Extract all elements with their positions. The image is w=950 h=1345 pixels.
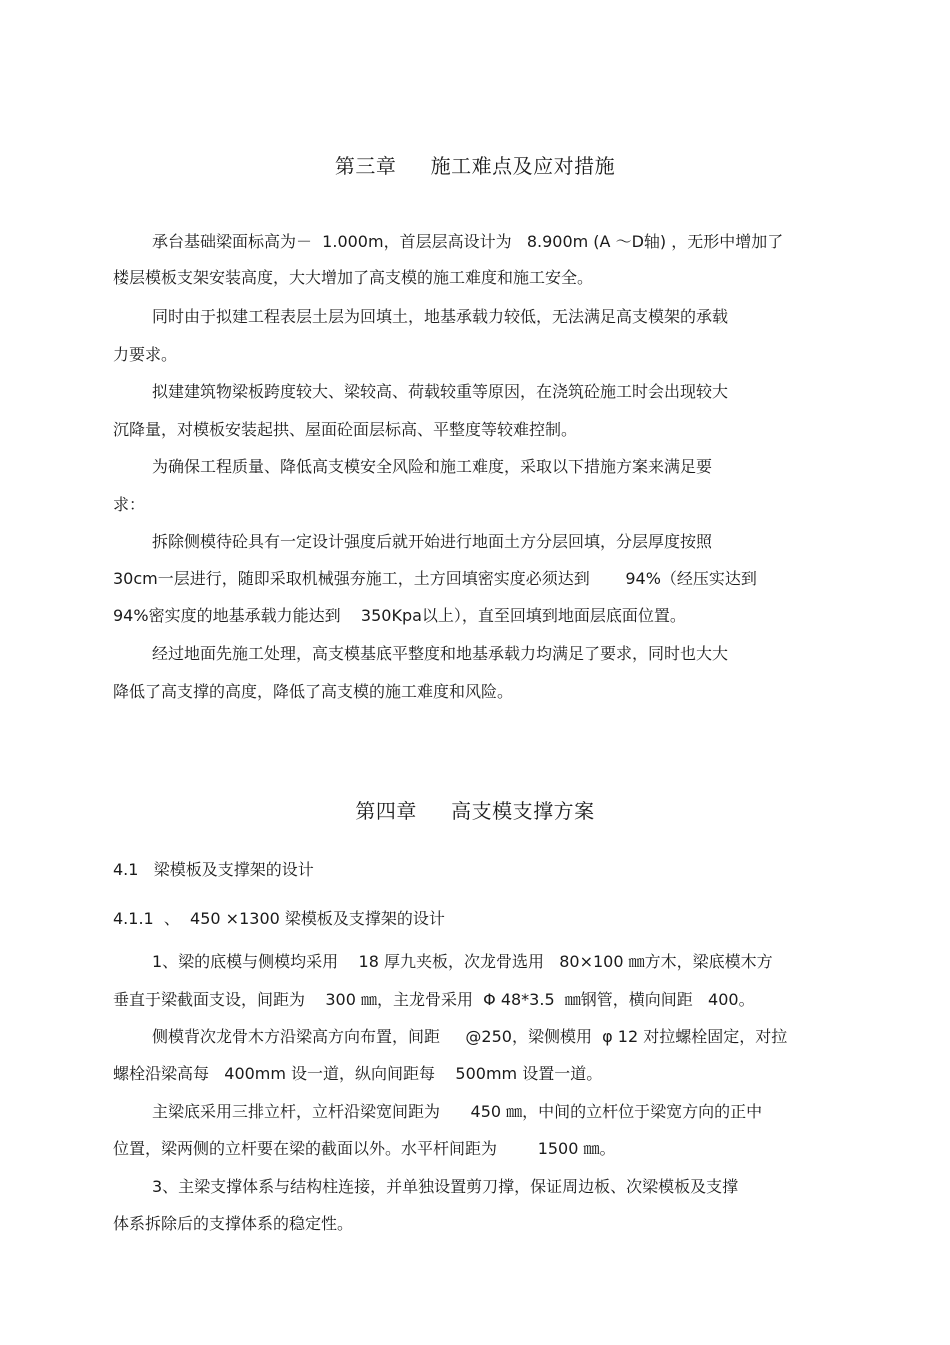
paragraph-line: 30cm一层进行，随即采取机械强夯施工，土方回填密实度必须达到 94%（经压实达到 [113, 569, 757, 588]
paragraph-line: 垂直于梁截面支设，间距为 300 ㎜，主龙骨采用 Φ 48*3.5 ㎜钢管，横向间距 400。 [113, 990, 755, 1009]
paragraph-line: 承台基础梁面标高为－ 1.000m，首层层高设计为 8.900m (A ～D轴) ，无形中增加了 [152, 232, 784, 251]
paragraph-line: 降低了高支撑的高度，降低了高支模的施工难度和风险。 [113, 682, 514, 701]
paragraph-line: 同时由于拟建工程表层土层为回填土，地基承载力较低，无法满足高支模架的承载 [152, 307, 729, 326]
paragraph-line: 主梁底采用三排立杆，立杆沿梁宽间距为 450 ㎜，中间的立杆位于梁宽方向的正中 [152, 1102, 763, 1121]
section-4-1-1-heading: 4.1.1 、 450 ×1300 梁模板及支撑架的设计 [113, 909, 445, 928]
paragraph-line: 沉降量，对模板安装起拱、屋面砼面层标高、平整度等较难控制。 [113, 420, 578, 439]
chapter-4-title: 第四章 高支模支撑方案 [355, 799, 595, 823]
chapter-3-title: 第三章 施工难点及应对措施 [334, 154, 616, 178]
paragraph-line: 侧模背次龙骨木方沿梁高方向布置，间距 @250，梁侧模用 φ 12 对拉螺栓固定，对拉 [152, 1027, 788, 1046]
paragraph-line: 求： [113, 495, 146, 514]
paragraph-line: 拟建建筑物梁板跨度较大、梁较高、荷载较重等原因，在浇筑砼施工时会出现较大 [152, 382, 729, 401]
paragraph-line: 楼层模板支架安装高度，大大增加了高支模的施工难度和施工安全。 [113, 268, 594, 287]
paragraph-line: 力要求。 [113, 345, 178, 364]
section-4-1-heading: 4.1 梁模板及支撑架的设计 [113, 860, 314, 879]
paragraph-line: 螺栓沿梁高每 400mm 设一道，纵向间距每 500mm 设置一道。 [113, 1064, 603, 1083]
paragraph-line: 拆除侧模待砼具有一定设计强度后就开始进行地面土方分层回填，分层厚度按照 [152, 532, 713, 551]
paragraph-line: 94%密实度的地基承载力能达到 350Kpa以上），直至回填到地面层底面位置。 [113, 606, 686, 625]
paragraph-line: 位置，梁两侧的立杆要在梁的截面以外。水平杆间距为 1500 ㎜。 [113, 1139, 616, 1158]
paragraph-line: 1、梁的底模与侧模均采用 18 厚九夹板，次龙骨选用 80×100 ㎜方木，梁底模木方 [152, 952, 773, 971]
paragraph-line: 经过地面先施工处理，高支模基底平整度和地基承载力均满足了要求，同时也大大 [152, 644, 729, 663]
paragraph-line: 为确保工程质量、降低高支模安全风险和施工难度，采取以下措施方案来满足要 [152, 457, 713, 476]
paragraph-line: 体系拆除后的支撑体系的稳定性。 [113, 1214, 354, 1233]
paragraph-line: 3、主梁支撑体系与结构柱连接，并单独设置剪刀撑，保证周边板、次梁模板及支撑 [152, 1177, 739, 1196]
